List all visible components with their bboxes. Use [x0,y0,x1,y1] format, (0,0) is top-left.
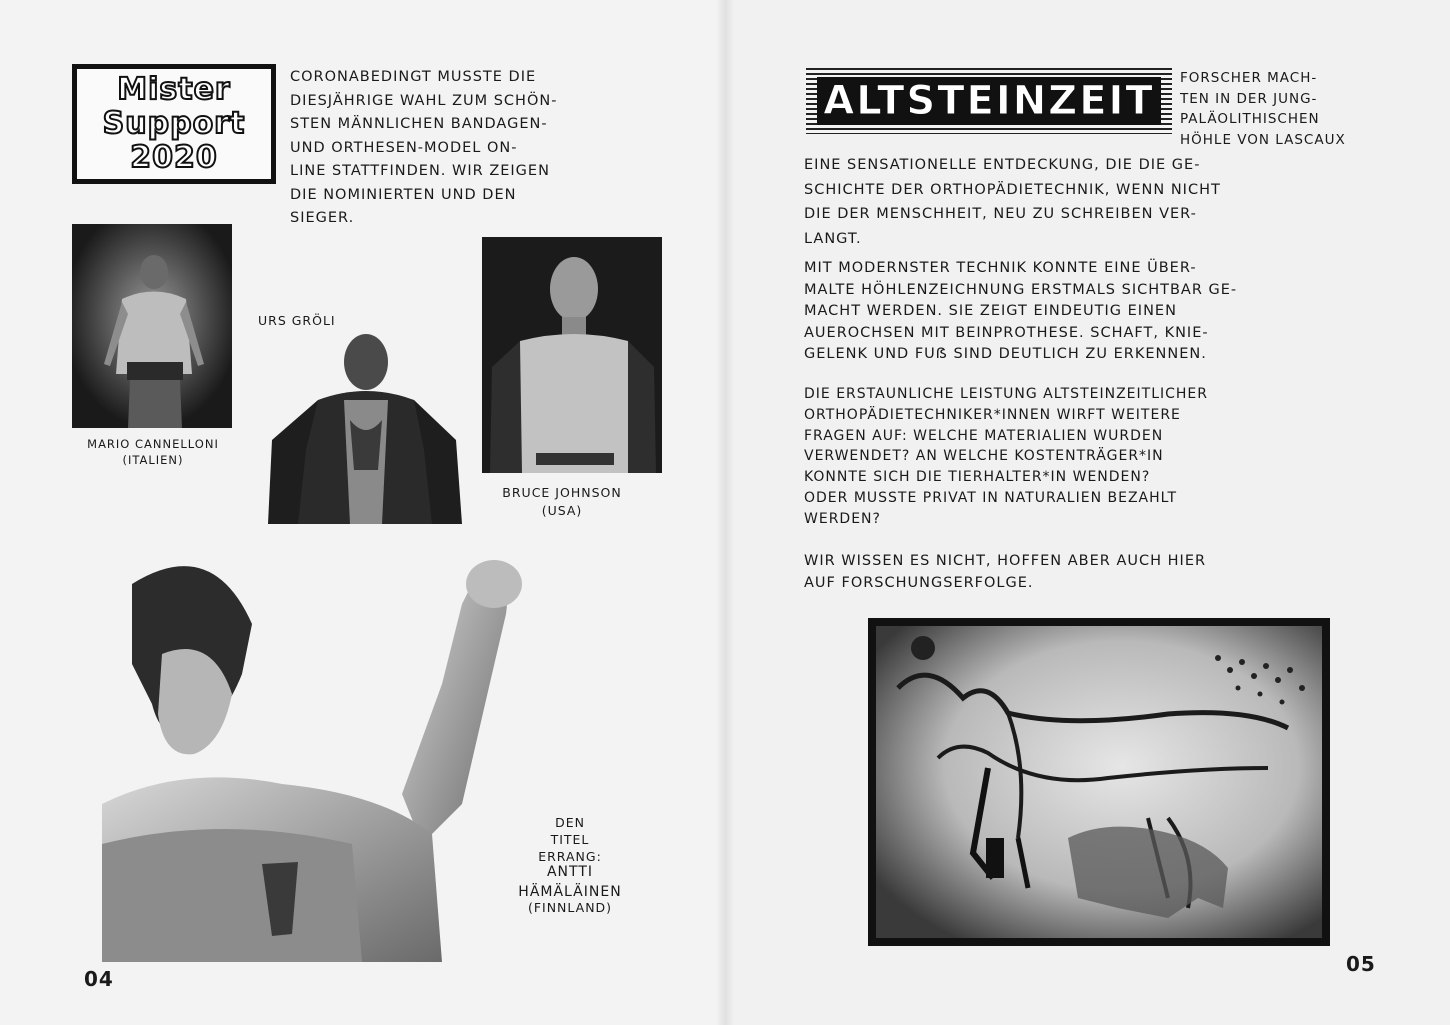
logo-line-2: Support [102,106,246,141]
caption-bruce-name: BRUCE JOHNSON [502,485,622,500]
photo-antti-haemaelaeinen [102,544,528,962]
page-number-right: 05 [1346,952,1376,976]
caption-mario-name: MARIO CANNELLONI [87,437,219,451]
paragraph-1: EINE SENSATIONELLE ENTDECKUNG, DIE DIE GE- SCHICHTE DER ORTHOPÄDIETECHNIK, WENN NICHT DIE DER MENSCHHEIT, NEU ZU SCHREIBEN VER- LANGT. [804,157,1221,247]
logo-line-1: Mister [117,72,231,107]
photo-urs-groeli [258,330,470,524]
book-gutter [716,0,734,1025]
caption-bruce-country: (USA) [541,503,583,518]
altsteinzeit-title: ALTSTEINZEIT [817,77,1160,125]
caption-mario-country: (ITALIEN) [122,453,184,467]
altsteinzeit-title-banner [806,68,1172,134]
logo-line-3: 2020 [130,140,218,175]
page-number-left: 04 [84,967,114,991]
mister-support-logo [72,64,276,184]
lead-side-text: FORSCHER MACH- TEN IN DER JUNG- PALÄOLITHISCHEN HÖHLE VON LASCAUX [1180,70,1346,148]
paragraph-2: MIT MODERNSTER TECHNIK KONNTE EINE ÜBER- MALTE HÖHLENZEICHNUNG ERSTMALS SICHTBAR GE- MACHT WERDEN. SIE ZEIGT EINDEUTIG EINEN AUEROCHSEN MIT BEINPROTHESE. SCHAFT, KNIE- GELENK UND FUẞ SIND DEUTLICH ZU ERKENNEN. [804,260,1238,362]
photo-bruce-johnson [482,237,662,473]
winner-country: (FINNLAND) [527,900,613,915]
caption-urs-name: URS GRÖLI [258,313,336,328]
paragraph-3: DIE ERSTAUNLICHE LEISTUNG ALTSTEINZEITLICHER ORTHOPÄDIETECHNIKER*INNEN WIRFT WEITERE FRAGEN AUF: WELCHE MATERIALIEN WURDEN VERWENDET? AN WELCHE KOSTENTRÄGER*IN KONNTE SICH DIE TIERHALTER*IN WENDEN? ODER MUSSTE PRIVAT IN NATURALIEN BEZAHLT WERDEN? [804,386,1208,527]
photo-lascaux-cave-painting [868,618,1330,946]
photo-mario-cannelloni [72,224,232,428]
winner-caption: DEN TITEL ERRANG: [538,815,602,864]
winner-name: ANTTI HÄMÄLÄINEN [518,864,622,900]
intro-text: CORONABEDINGT MUSSTE DIE DIESJÄHRIGE WAHL ZUM SCHÖN- STEN MÄNNLICHEN BANDAGEN- UND ORTHESEN-MODEL ON- LINE STATTFINDEN. WIR ZEIGEN DIE NOMINIERTEN UND DEN SIEGER. [290,69,558,226]
paragraph-4: WIR WISSEN ES NICHT, HOFFEN ABER AUCH HIER AUF FORSCHUNGSERFOLGE. [804,553,1207,591]
